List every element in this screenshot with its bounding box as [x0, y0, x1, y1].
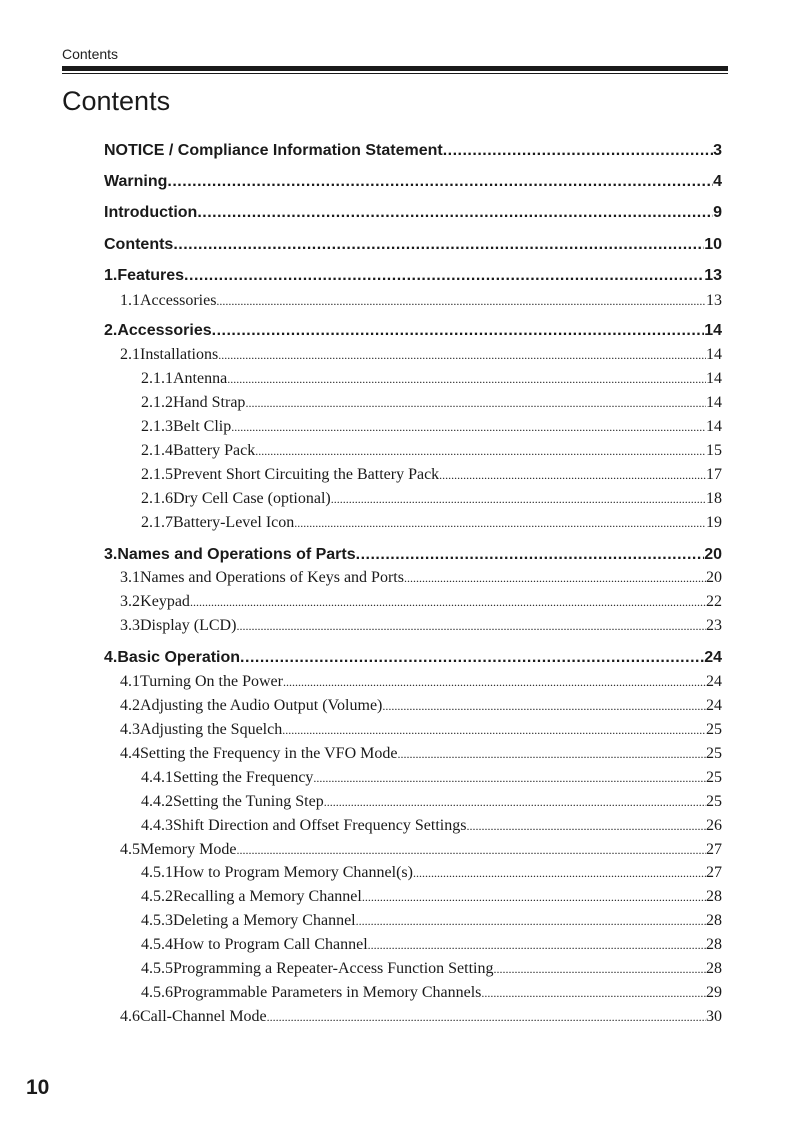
toc-entry-number: 4.5.5	[141, 960, 173, 977]
toc-section-entry[interactable]	[141, 864, 722, 882]
toc-dot-leader	[481, 986, 706, 1001]
toc-section-entry[interactable]	[141, 912, 722, 930]
toc-entry-page: 9	[713, 204, 722, 221]
toc-entry-page: 18	[706, 490, 722, 507]
toc-dot-leader	[190, 595, 706, 610]
toc-entry-number: 4.3	[120, 721, 140, 738]
toc-entry-title: Keypad	[140, 593, 190, 610]
toc-dot-leader	[397, 747, 706, 762]
toc-entry-page: 22	[706, 593, 722, 610]
toc-entry-page: 23	[706, 617, 722, 634]
toc-entry-page: 29	[706, 984, 722, 1001]
toc-entry-title: Memory Mode	[140, 841, 237, 858]
toc-dot-leader	[356, 914, 706, 929]
toc-dot-leader	[404, 571, 706, 586]
toc-entry-number: 2.1.2	[141, 394, 173, 411]
toc-dot-leader	[362, 890, 706, 905]
toc-section-entry[interactable]	[141, 888, 722, 906]
toc-section-entry[interactable]	[141, 817, 722, 835]
toc-dot-leader	[267, 1010, 706, 1025]
running-header: Contents	[62, 46, 119, 62]
toc-entry-title: Programming a Repeater-Access Function Setting	[173, 960, 494, 977]
toc-entry-page: 25	[706, 769, 722, 786]
toc-entry-title: Adjusting the Audio Output (Volume)	[140, 697, 383, 714]
toc-entry-page: 13	[706, 292, 722, 309]
toc-entry-number: 2.1.1	[141, 370, 173, 387]
toc-entry-title: Display (LCD)	[140, 617, 237, 634]
toc-entry-number: 1.1	[120, 292, 140, 309]
toc-entry-page: 19	[706, 514, 722, 531]
toc-dot-leader	[216, 294, 706, 309]
toc-section-entry[interactable]	[120, 745, 722, 763]
toc-entry-title: Recalling a Memory Channel	[173, 888, 362, 905]
toc-entry-title: Setting the Frequency	[173, 769, 314, 786]
toc-entry-title: Belt Clip	[173, 418, 232, 435]
toc-chapter-entry[interactable]	[104, 267, 722, 285]
toc-entry-title: 3.Names and Operations of Parts	[104, 546, 356, 563]
toc-dot-leader	[331, 492, 706, 507]
toc-entry-title: Setting the Frequency in the VFO Mode	[140, 745, 398, 762]
toc-entry-page: 25	[706, 721, 722, 738]
toc-section-entry[interactable]	[141, 769, 722, 787]
toc-dot-leader	[236, 619, 706, 634]
toc-entry-title: How to Program Memory Channel(s)	[173, 864, 413, 881]
toc-entry-title: Setting the Tuning Step	[173, 793, 324, 810]
toc-entry-page: 14	[706, 418, 722, 435]
toc-entry-number: 4.1	[120, 673, 140, 690]
toc-section-entry[interactable]	[120, 841, 722, 859]
toc-chapter-entry[interactable]	[104, 322, 722, 340]
toc-dot-leader	[439, 468, 706, 483]
toc-dot-leader	[231, 420, 706, 435]
toc-entry-page: 13	[704, 267, 722, 284]
toc-entry-page: 14	[706, 370, 722, 387]
toc-dot-leader	[294, 516, 706, 531]
toc-dot-leader	[443, 142, 713, 160]
page-title: Contents	[62, 86, 171, 116]
toc-entry-number: 2.1.6	[141, 490, 173, 507]
toc-entry-title: Call-Channel Mode	[140, 1008, 267, 1025]
toc-dot-leader	[184, 267, 704, 285]
toc-entry-page: 28	[706, 888, 722, 905]
toc-entry-page: 4	[713, 173, 722, 190]
toc-entry-number: 4.5.1	[141, 864, 173, 881]
toc-chapter-entry[interactable]	[104, 204, 722, 222]
toc-entry-number: 4.4	[120, 745, 140, 762]
toc-entry-number: 3.1	[120, 569, 140, 586]
toc-entry-title: Adjusting the Squelch	[140, 721, 283, 738]
toc-dot-leader	[382, 699, 706, 714]
toc-entry-page: 27	[706, 841, 722, 858]
toc-entry-page: 24	[706, 697, 722, 714]
toc-section-entry[interactable]	[120, 569, 722, 587]
toc-chapter-entry[interactable]	[104, 142, 722, 160]
toc-chapter-entry[interactable]	[104, 236, 722, 254]
toc-entry-page: 14	[706, 394, 722, 411]
toc-entry-number: 4.5	[120, 841, 140, 858]
toc-section-entry[interactable]	[120, 673, 722, 691]
toc-entry-number: 2.1	[120, 346, 140, 363]
toc-entry-page: 3	[713, 142, 722, 159]
toc-entry-page: 14	[704, 322, 722, 339]
toc-section-entry[interactable]	[141, 514, 722, 532]
toc-entry-title: Antenna	[173, 370, 228, 387]
toc-dot-leader	[197, 204, 713, 222]
toc-chapter-entry[interactable]	[104, 546, 722, 564]
toc-section-entry[interactable]	[141, 793, 722, 811]
toc-section-entry[interactable]	[120, 697, 722, 715]
toc-entry-title: Dry Cell Case (optional)	[173, 490, 331, 507]
toc-section-entry[interactable]	[141, 960, 722, 978]
toc-entry-title: Prevent Short Circuiting the Battery Pack	[173, 466, 440, 483]
toc-section-entry[interactable]	[141, 984, 722, 1002]
toc-dot-leader	[368, 938, 706, 953]
toc-section-entry[interactable]	[141, 370, 722, 388]
toc-dot-leader	[240, 649, 704, 667]
toc-entry-page: 24	[706, 673, 722, 690]
toc-entry-page: 25	[706, 793, 722, 810]
toc-dot-leader	[245, 396, 706, 411]
toc-entry-page: 20	[704, 546, 722, 563]
toc-entry-title: 1.Features	[104, 267, 185, 284]
toc-entry-page: 26	[706, 817, 722, 834]
toc-entry-number: 3.2	[120, 593, 140, 610]
toc-entry-page: 20	[706, 569, 722, 586]
toc-entry-title: Programmable Parameters in Memory Channels	[173, 984, 482, 1001]
toc-entry-title: Battery-Level Icon	[173, 514, 295, 531]
toc-section-entry[interactable]	[120, 721, 722, 739]
toc-section-entry[interactable]	[120, 346, 722, 364]
toc-entry-title: Contents	[104, 236, 174, 253]
toc-dot-leader	[227, 372, 706, 387]
toc-entry-title: 2.Accessories	[104, 322, 212, 339]
toc-entry-number: 4.4.3	[141, 817, 173, 834]
toc-entry-page: 25	[706, 745, 722, 762]
toc-chapter-entry[interactable]	[104, 173, 722, 191]
toc-entry-page: 28	[706, 912, 722, 929]
toc-section-entry[interactable]	[141, 442, 722, 460]
toc-entry-number: 4.6	[120, 1008, 140, 1025]
toc-entry-number: 4.5.4	[141, 936, 173, 953]
toc-entry-number: 4.5.6	[141, 984, 173, 1001]
toc-entry-page: 27	[706, 864, 722, 881]
toc-section-entry[interactable]	[141, 466, 722, 484]
toc-section-entry[interactable]	[141, 394, 722, 412]
toc-entry-number: 3.3	[120, 617, 140, 634]
toc-entry-title: Introduction	[104, 204, 198, 221]
toc-dot-leader	[282, 723, 706, 738]
toc-dot-leader	[173, 236, 704, 254]
toc-section-entry[interactable]	[141, 490, 722, 508]
toc-entry-page: 24	[704, 649, 722, 666]
toc-entry-page: 10	[704, 236, 722, 253]
toc-dot-leader	[494, 962, 707, 977]
toc-entry-number: 4.5.2	[141, 888, 173, 905]
toc-entry-page: 28	[706, 936, 722, 953]
toc-dot-leader	[236, 843, 706, 858]
toc-entry-title: Battery Pack	[173, 442, 256, 459]
toc-entry-page: 15	[706, 442, 722, 459]
toc-entry-title: Deleting a Memory Channel	[173, 912, 356, 929]
toc-dot-leader	[212, 322, 705, 340]
toc-entry-page: 28	[706, 960, 722, 977]
toc-chapter-entry[interactable]	[104, 649, 722, 667]
toc-dot-leader	[283, 675, 706, 690]
toc-entry-title: Hand Strap	[173, 394, 246, 411]
toc-dot-leader	[466, 819, 706, 834]
toc-entry-title: Accessories	[140, 292, 217, 309]
toc-section-entry[interactable]	[120, 292, 722, 310]
toc-section-entry[interactable]	[141, 936, 722, 954]
toc-section-entry[interactable]	[120, 1008, 722, 1026]
toc-entry-number: 4.5.3	[141, 912, 173, 929]
toc-entry-title: Installations	[140, 346, 219, 363]
toc-dot-leader	[167, 173, 713, 191]
toc-entry-number: 4.4.1	[141, 769, 173, 786]
toc-dot-leader	[324, 795, 706, 810]
page-number: 10	[26, 1076, 50, 1099]
toc-entry-title: How to Program Call Channel	[173, 936, 368, 953]
toc-dot-leader	[356, 546, 705, 564]
toc-entry-title: Warning	[104, 173, 168, 190]
toc-dot-leader	[413, 866, 706, 881]
toc-entry-number: 2.1.4	[141, 442, 173, 459]
toc-entry-title: NOTICE / Compliance Information Statement	[104, 142, 443, 159]
toc-section-entry[interactable]	[141, 418, 722, 436]
toc-dot-leader	[313, 771, 706, 786]
toc-entry-number: 4.2	[120, 697, 140, 714]
toc-entry-title: Shift Direction and Offset Frequency Settings	[173, 817, 467, 834]
toc-section-entry[interactable]	[120, 593, 722, 611]
toc-entry-number: 2.1.5	[141, 466, 173, 483]
toc-entry-number: 2.1.3	[141, 418, 173, 435]
toc-dot-leader	[218, 348, 706, 363]
toc-section-entry[interactable]	[120, 617, 722, 635]
toc-entry-number: 2.1.7	[141, 514, 173, 531]
toc-entry-title: Turning On the Power	[140, 673, 283, 690]
toc-entry-page: 17	[706, 466, 722, 483]
toc-entry-page: 14	[706, 346, 722, 363]
toc-entry-title: 4.Basic Operation	[104, 649, 241, 666]
toc-entry-number: 4.4.2	[141, 793, 173, 810]
toc-entry-title: Names and Operations of Keys and Ports	[140, 569, 404, 586]
toc-dot-leader	[255, 444, 706, 459]
toc-entry-page: 30	[706, 1008, 722, 1025]
